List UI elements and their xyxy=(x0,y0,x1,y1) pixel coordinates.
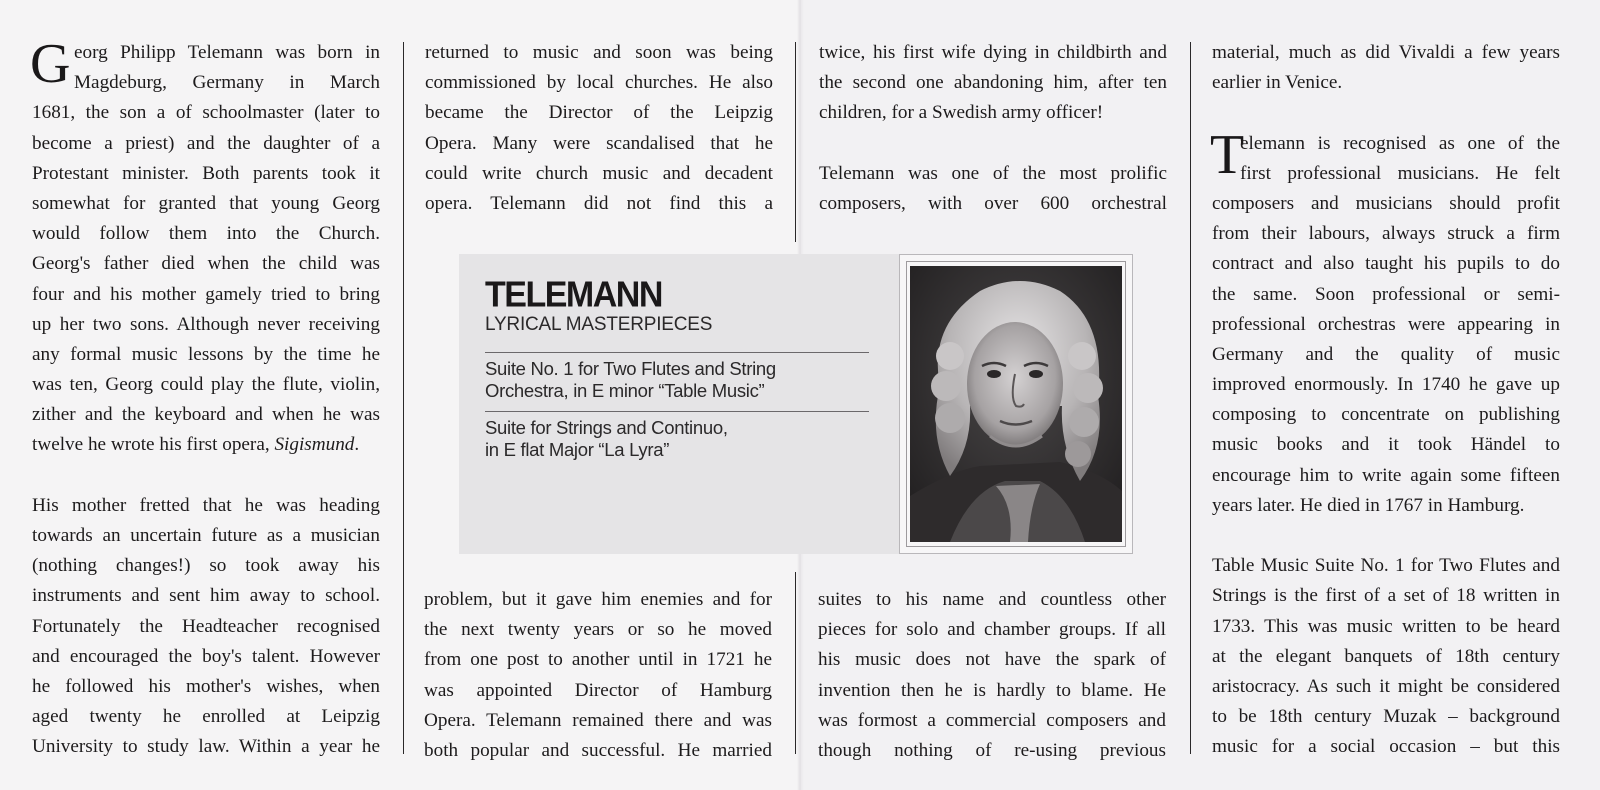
text-line: his music does not have the spark of xyxy=(818,649,1166,671)
track-1-line1: Suite No. 1 for Two Flutes and String xyxy=(485,358,776,379)
text-line: twice, his first wife dying in childbirth and xyxy=(819,42,1167,63)
track-divider-1 xyxy=(485,352,869,353)
track-1 xyxy=(485,358,865,402)
text-line: encourage him to write again some fifteen xyxy=(1212,464,1560,486)
text-line: up her two sons. Although never receiving xyxy=(32,313,380,335)
text-line: though nothing of re-using previous xyxy=(818,739,1166,761)
paragraph-gap xyxy=(1212,98,1560,128)
text-line: somewhat for granted that young Georg xyxy=(32,192,380,214)
text-line: professional orchestras were appearing in xyxy=(1212,313,1560,335)
text-line: instruments and sent him away to school. xyxy=(32,585,380,607)
text-line: become a priest) and the daughter of a xyxy=(32,132,380,154)
text-column-2-top xyxy=(425,38,773,219)
text-line: improved enormously. In 1740 he gave up xyxy=(1212,374,1560,396)
album-subtitle: LYRICAL MASTERPIECES xyxy=(485,314,713,335)
text-column-3-bottom xyxy=(818,585,1166,766)
text-line: Opera. Many were scandalised that he xyxy=(425,132,773,154)
track-2-line2: in E flat Major “La Lyra” xyxy=(485,439,670,460)
text-line: the second one abandoning him, after ten xyxy=(819,72,1167,94)
text-line: children, for a Swedish army officer! xyxy=(819,102,1104,124)
column-rule-2-bottom xyxy=(795,572,796,754)
text-line: he followed his mother's wishes, when xyxy=(32,675,380,697)
text-line: Strings is the first of a set of 18 written in xyxy=(1212,585,1560,607)
text-line: and encouraged the boy's talent. However xyxy=(32,645,380,667)
text-line: became the Director of the Leipzig xyxy=(425,102,773,124)
text-line: composers, with over 600 orchestral xyxy=(819,192,1167,214)
text-line: invention then he is hardly to blame. He xyxy=(818,679,1166,701)
text-column-2-bottom xyxy=(424,585,772,766)
text-line: zither and the keyboard and when he was xyxy=(32,404,380,426)
text-line: Opera. Telemann remained there and was xyxy=(424,709,772,731)
column-rule-1 xyxy=(403,42,404,754)
text-line: years later. He died in 1767 in Hamburg. xyxy=(1212,494,1525,516)
text-column-3-top xyxy=(819,38,1167,219)
text-line: returned to music and soon was being xyxy=(425,42,773,63)
text-line: towards an uncertain future as a musician xyxy=(32,525,380,546)
text-line: 1681, the son a of schoolmaster (later to xyxy=(32,102,380,124)
paragraph-gap xyxy=(32,461,380,491)
text-line: earlier in Venice. xyxy=(1212,72,1343,94)
album-brand-title: TELEMANN xyxy=(485,275,662,315)
track-divider-2 xyxy=(485,411,869,412)
text-line: first professional musicians. He felt xyxy=(1240,162,1560,184)
text-line: Protestant minister. Both parents took it xyxy=(32,162,380,184)
text-line: aged twenty he enrolled at Leipzig xyxy=(32,706,380,728)
album-info-panel xyxy=(459,254,899,554)
text-line: the same. Soon professional or semi- xyxy=(1212,283,1560,305)
text-line: the next twenty years or so he moved xyxy=(424,619,772,641)
text-line: would follow them into the Church. xyxy=(32,223,380,245)
text-line: Telemann was one of the most prolific xyxy=(819,162,1167,184)
paragraph-gap xyxy=(819,129,1167,159)
text-line: opera. Telemann did not find this a xyxy=(425,192,773,214)
text-line: music books and it took Händel to xyxy=(1212,434,1560,456)
text-line: twelve he wrote his first opera, Sigismund. xyxy=(32,434,360,456)
text-line: was appointed Director of Hamburg xyxy=(424,679,772,701)
text-line: aristocracy. As such it might be considered xyxy=(1212,675,1560,697)
composer-portrait-image xyxy=(910,266,1122,542)
track-2 xyxy=(485,417,865,461)
track-2-line1: Suite for Strings and Continuo, xyxy=(485,417,728,438)
text-line: G eorg Philipp Telemann was born in xyxy=(30,33,380,95)
text-line: could write church music and decadent xyxy=(425,162,773,184)
text-line: Georg's father died when the child was xyxy=(32,253,380,275)
text-line: was ten, Georg could play the flute, violin, xyxy=(32,374,380,396)
paragraph-gap xyxy=(1212,521,1560,551)
text-line: problem, but it gave him enemies and for xyxy=(424,589,772,610)
text-line: Table Music Suite No. 1 for Two Flutes and xyxy=(1212,555,1560,577)
italic-title: Sigismund xyxy=(274,434,355,456)
text-line: at the elegant banquets of 18th century xyxy=(1212,645,1560,667)
text-line: (nothing changes!) so took away his xyxy=(32,555,380,577)
drop-cap-letter: G xyxy=(30,33,71,95)
text-line: Germany and the quality of music xyxy=(1212,343,1560,365)
text-line: was formost a commercial composers and xyxy=(818,709,1166,731)
text-line: composing to concentrate on publishing xyxy=(1212,404,1560,426)
text-line: from their labours, always struck a firm xyxy=(1212,223,1560,245)
column-rule-2-top xyxy=(795,42,796,242)
text-line: music for a social occasion – but this xyxy=(1212,736,1560,758)
text-column-4 xyxy=(1212,38,1560,763)
track-1-line2: Orchestra, in E minor “Table Music” xyxy=(485,380,765,401)
text-line: material, much as did Vivaldi a few years xyxy=(1212,42,1560,63)
text-line: Magdeburg, Germany in March xyxy=(74,72,380,94)
text-line: any formal music lessons by the time he xyxy=(32,343,380,365)
text-line: four and his mother gamely tried to bring xyxy=(32,283,380,305)
text-column-1 xyxy=(30,33,380,763)
text-line: commissioned by local churches. He also xyxy=(425,72,773,94)
text-line: University to study law. Within a year he xyxy=(32,736,380,758)
text-line: composers and musicians should profit xyxy=(1212,192,1560,214)
text-line: suites to his name and countless other xyxy=(818,589,1166,610)
text-line: from one post to another until in 1721 he xyxy=(424,649,772,671)
text-line: 1733. This was music written to be heard xyxy=(1212,615,1560,637)
text-line: contract and also taught his pupils to do xyxy=(1212,253,1560,275)
column-rule-3 xyxy=(1190,42,1191,754)
drop-cap-letter: T xyxy=(1210,123,1245,186)
text-line: both popular and successful. He married xyxy=(424,739,772,761)
text-line: to be 18th century Muzak – background xyxy=(1212,706,1560,728)
text-line: Fortunately the Headteacher recognised xyxy=(32,615,380,637)
text-line: T elemann is recognised as one of the xyxy=(1210,123,1560,186)
text-line: pieces for solo and chamber groups. If all xyxy=(818,619,1166,641)
text-line: His mother fretted that he was heading xyxy=(32,494,380,516)
